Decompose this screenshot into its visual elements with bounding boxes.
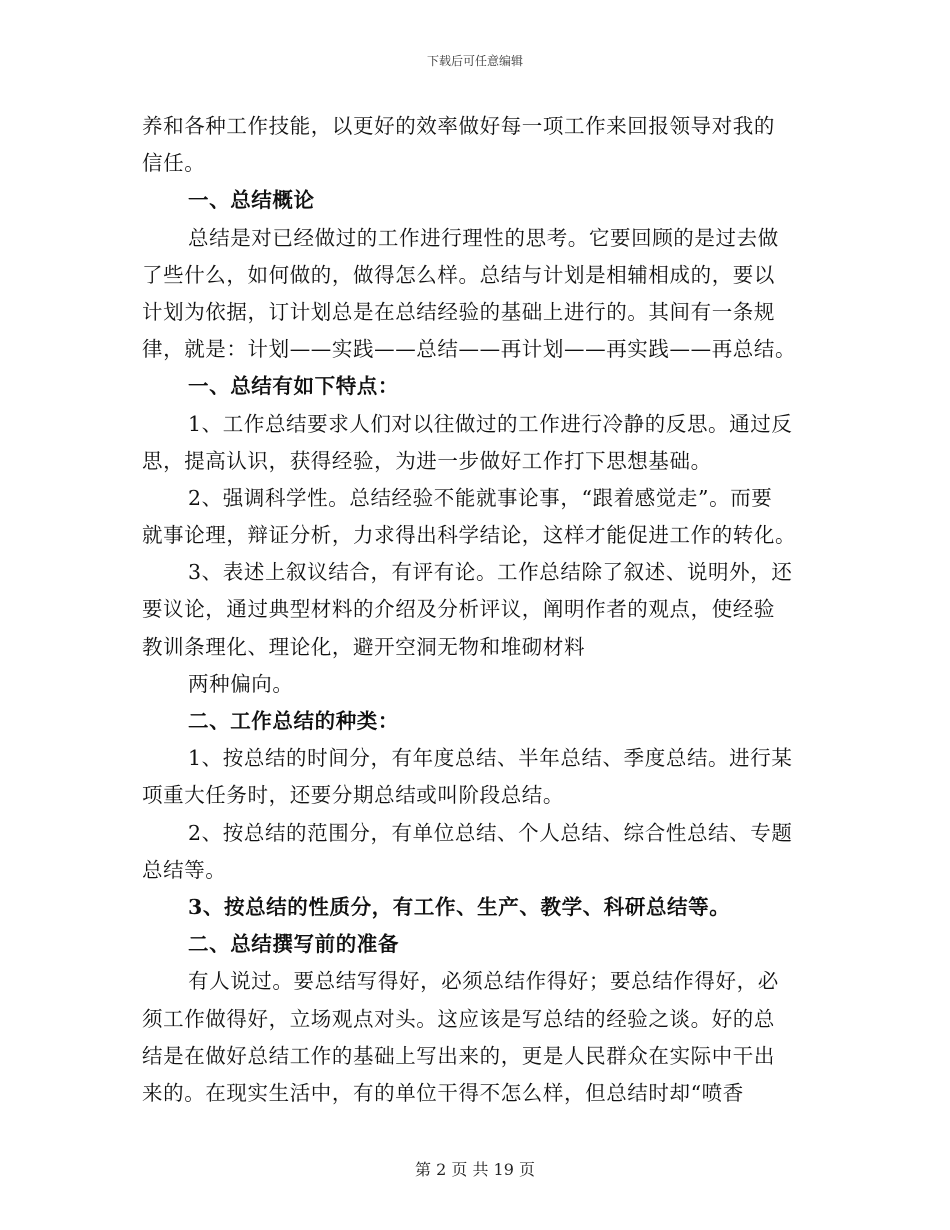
text-line: 3、表述上叙议结合，有评有论。工作总结除了叙述、说明外，还 [188,560,793,585]
text-line: 2、强调科学性。总结经验不能就事论事，“跟着感觉走”。而要 [188,485,773,510]
text-line: 项重大任务时，还要分期总结或叫阶段总结。 [142,783,564,808]
text-line: 总结是对已经做过的工作进行理性的思考。它要回顾的是过去做 [188,225,779,250]
text-line: 总结等。 [142,857,227,882]
text-line: 就事论理，辩证分析，力求得出科学结论，这样才能促进工作的转化。 [142,523,797,548]
text-line: 两种偏向。 [188,671,294,696]
page-header: 下载后可任意编辑 [426,54,523,68]
text-line: 须工作做得好，立场观点对头。这应该是写总结的经验之谈。好的总 [142,1006,775,1031]
text-line: 思，提高认识，获得经验，为进一步做好工作打下思想基础。 [142,448,712,473]
section-heading: 3、按总结的性质分，有工作、生产、教学、科研总结等。 [188,894,731,919]
text-line: 结是在做好总结工作的基础上写出来的，更是人民群众在实际中干出 [142,1043,775,1068]
section-heading: 一、总结概论 [188,188,315,213]
text-line: 律，就是：计划——实践——总结——再计划——再实践——再总结。 [142,337,797,362]
text-line: 了些什么，如何做的，做得怎么样。总结与计划是相辅相成的，要以 [142,262,775,287]
section-heading: 二、总结撰写前的准备 [188,932,399,957]
text-line: 1、按总结的时间分，有年度总结、半年总结、季度总结。进行某 [188,746,793,771]
text-line: 计划为依据，订计划总是在总结经验的基础上进行的。其间有一条规 [142,299,775,324]
page-number: 第 2 页 共 19 页 [415,1160,535,1179]
text-line: 来的。在现实生活中，有的单位干得不怎么样，但总结时却“喷香 [142,1080,744,1105]
text-line: 要议论，通过典型材料的介绍及分析评议，阐明作者的观点，使经验 [142,597,775,622]
section-heading: 一、总结有如下特点： [188,374,399,399]
text-line: 信任。 [142,151,206,176]
document-body [142,108,812,1112]
text-line: 1、工作总结要求人们对以往做过的工作进行冷静的反思。通过反 [188,411,793,436]
section-heading: 二、工作总结的种类： [188,709,399,733]
text-line: 教训条理化、理论化，避开空洞无物和堆砌材料 [142,634,586,659]
text-line: 有人说过。要总结写得好，必须总结作得好；要总结作得好，必 [188,969,779,994]
text-line: 养和各种工作技能，以更好的效率做好每一项工作来回报领导对我的 [142,114,775,138]
text-line: 2、按总结的范围分，有单位总结、个人总结、综合性总结、专题 [188,820,793,845]
